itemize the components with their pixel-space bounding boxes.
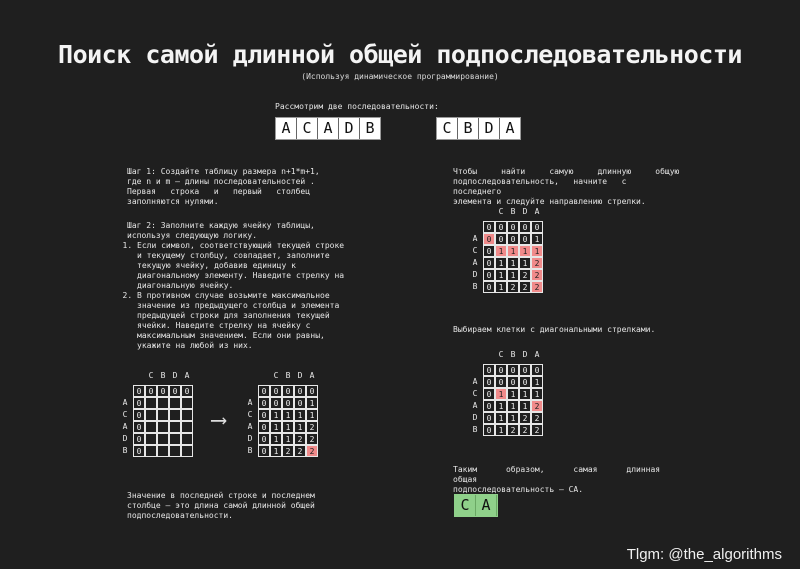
table-cell: 0 xyxy=(306,385,318,397)
table-cell: 1 xyxy=(519,257,531,269)
transition-arrow-icon: ⟶ xyxy=(212,408,226,433)
column-label: B xyxy=(160,371,166,380)
table-cell: 0 xyxy=(294,397,306,409)
table-cell: 1 xyxy=(531,388,543,400)
table-cell: 1 xyxy=(507,412,519,424)
table-cell xyxy=(169,409,181,421)
table-cell: 2 xyxy=(531,424,543,436)
table-cell: 0 xyxy=(258,409,270,421)
table-cell: 1 xyxy=(306,397,318,409)
table-cell: 0 xyxy=(495,221,507,233)
table-cell: 0 xyxy=(483,424,495,436)
table-cell: 0 xyxy=(483,233,495,245)
table-cell xyxy=(157,433,169,445)
column-label: C xyxy=(273,371,279,380)
sequence-char: D xyxy=(339,118,360,139)
row-label: A xyxy=(472,401,478,410)
table-cell: 0 xyxy=(483,376,495,388)
row-label: A xyxy=(247,398,253,407)
table-cell: 1 xyxy=(294,421,306,433)
sequence-char: C xyxy=(297,118,318,139)
table-cell: 0 xyxy=(133,409,145,421)
table-cell: 0 xyxy=(133,421,145,433)
table-cell: 2 xyxy=(282,445,294,457)
result-sequence xyxy=(454,494,498,517)
table-cell xyxy=(145,397,157,409)
table-cell: 0 xyxy=(495,376,507,388)
table-cell: 1 xyxy=(495,281,507,293)
table-cell: 0 xyxy=(133,433,145,445)
step-2-list xyxy=(127,241,345,351)
table-cell: 0 xyxy=(483,269,495,281)
column-label: D xyxy=(522,207,528,216)
table-cell: 1 xyxy=(531,245,543,257)
table-cell: 0 xyxy=(483,364,495,376)
table-cell xyxy=(181,445,193,457)
table-cell: 0 xyxy=(483,221,495,233)
table-cell xyxy=(145,421,157,433)
table-cell: 0 xyxy=(270,397,282,409)
table-cell: 2 xyxy=(531,400,543,412)
table-cell: 0 xyxy=(258,397,270,409)
column-label: D xyxy=(522,350,528,359)
table-cell: 1 xyxy=(282,421,294,433)
table-cell xyxy=(157,421,169,433)
table-cell xyxy=(181,433,193,445)
table-cell: 0 xyxy=(145,385,157,397)
column-label: D xyxy=(297,371,303,380)
row-label: A xyxy=(472,258,478,267)
table-cell: 0 xyxy=(258,385,270,397)
column-label: C xyxy=(148,371,154,380)
sequence-char: D xyxy=(479,118,500,139)
table-cell: 0 xyxy=(294,385,306,397)
table-cell: 1 xyxy=(270,445,282,457)
row-label: C xyxy=(472,389,478,398)
table-cell: 0 xyxy=(282,385,294,397)
row-label: C xyxy=(122,410,128,419)
table-cell: 0 xyxy=(531,364,543,376)
table-cell: 0 xyxy=(258,433,270,445)
table-cell: 2 xyxy=(507,424,519,436)
table-cell: 2 xyxy=(294,433,306,445)
table-cell: 1 xyxy=(495,245,507,257)
row-label: D xyxy=(472,413,478,422)
table-cell xyxy=(145,445,157,457)
table-cell xyxy=(157,397,169,409)
sequence-char: B xyxy=(365,119,375,137)
row-label: A xyxy=(472,377,478,386)
table-cell: 1 xyxy=(306,409,318,421)
table-cell: 0 xyxy=(483,400,495,412)
row-label: B xyxy=(472,425,478,434)
table-cell: 0 xyxy=(181,385,193,397)
row-label: B xyxy=(472,282,478,291)
table-cell: 0 xyxy=(169,385,181,397)
table-cell: 2 xyxy=(306,421,318,433)
sequence-char: C xyxy=(437,118,458,139)
row-label: D xyxy=(472,270,478,279)
table-cell: 1 xyxy=(294,409,306,421)
right-text-2: Выбираем клетки с диагональными стрелками. xyxy=(453,325,656,334)
table-cell: 0 xyxy=(519,233,531,245)
column-label: B xyxy=(510,350,516,359)
table-cell: 1 xyxy=(270,433,282,445)
table-cell: 0 xyxy=(133,445,145,457)
sequence-char: A xyxy=(476,495,497,516)
table-cell: 1 xyxy=(270,421,282,433)
table-cell xyxy=(181,397,193,409)
row-label: A xyxy=(247,422,253,431)
table-cell: 1 xyxy=(495,388,507,400)
table-cell: 0 xyxy=(133,397,145,409)
right-text-3: Таким образом, самая длинная общая подпоследовательность — CA. xyxy=(453,465,661,494)
table-cell: 0 xyxy=(507,233,519,245)
table-cell xyxy=(169,421,181,433)
sequence-char: A xyxy=(276,118,297,139)
table-cell: 1 xyxy=(531,376,543,388)
table-cell: 2 xyxy=(306,433,318,445)
table-cell xyxy=(145,409,157,421)
sequence-char: A xyxy=(318,118,339,139)
sequence-1 xyxy=(275,117,381,140)
table-cell: 1 xyxy=(282,433,294,445)
table-cell: 0 xyxy=(507,364,519,376)
table-cell: 0 xyxy=(483,245,495,257)
sequence-char: B xyxy=(458,118,479,139)
sequence-2 xyxy=(436,117,521,140)
table-cell: 0 xyxy=(507,376,519,388)
table-cell xyxy=(169,445,181,457)
row-label: A xyxy=(122,422,128,431)
column-label: C xyxy=(498,207,504,216)
table-cell: 2 xyxy=(519,269,531,281)
table-cell: 0 xyxy=(483,257,495,269)
table-cell: 0 xyxy=(282,397,294,409)
table-cell: 1 xyxy=(519,400,531,412)
table-cell: 1 xyxy=(531,233,543,245)
table-cell: 1 xyxy=(495,424,507,436)
table-cell: 0 xyxy=(483,281,495,293)
table-cell: 0 xyxy=(495,233,507,245)
table-cell: 0 xyxy=(483,412,495,424)
row-label: A xyxy=(472,234,478,243)
table-cell: 1 xyxy=(507,388,519,400)
table-cell: 1 xyxy=(507,257,519,269)
table-cell: 2 xyxy=(531,412,543,424)
table-cell: 2 xyxy=(507,281,519,293)
table-cell xyxy=(181,421,193,433)
table-cell xyxy=(181,409,193,421)
table-cell: 2 xyxy=(294,445,306,457)
row-label: D xyxy=(122,434,128,443)
table-cell: 0 xyxy=(519,221,531,233)
sequence-char: C xyxy=(455,495,476,516)
table-cell: 0 xyxy=(270,385,282,397)
table-cell: 2 xyxy=(531,281,543,293)
page-subtitle: (Используя динамическое программирование) xyxy=(301,72,499,81)
table-cell: 1 xyxy=(507,269,519,281)
step-2-item: 2. В противном случае возьмите максимальное значение из предыдущего столбца и элемента предыдущей строки для заполнения текущей ячейки. Наведите стрелку на ячейку с максимальным значением. Если они равны, укажите на любой из них. xyxy=(137,291,345,351)
table-cell xyxy=(157,445,169,457)
step-1-text: Шаг 1: Создайте таблицу размера n+1*m+1, где n и m — длины последовательностей . Первая строка и первый столбец заполняются нулями. xyxy=(127,167,320,206)
column-label: A xyxy=(534,350,540,359)
table-cell: 0 xyxy=(495,364,507,376)
table-cell: 2 xyxy=(531,257,543,269)
table-cell: 2 xyxy=(306,445,318,457)
table-cell xyxy=(145,433,157,445)
table-cell: 0 xyxy=(157,385,169,397)
table-cell xyxy=(157,409,169,421)
table-cell: 0 xyxy=(531,221,543,233)
intro-text: Рассмотрим две последовательности: xyxy=(275,102,439,111)
table-cell: 1 xyxy=(270,409,282,421)
row-label: C xyxy=(247,410,253,419)
table-cell xyxy=(169,397,181,409)
column-label: D xyxy=(172,371,178,380)
table-cell: 1 xyxy=(507,400,519,412)
table-cell: 0 xyxy=(133,385,145,397)
table-cell: 0 xyxy=(519,364,531,376)
step-2-item: 1. Если символ, соответствующий текущей строке и текущему столбцу, совпадает, заполните текущую ячейку, добавив единицу к диагональному элементу. Наведите стрелку на диагональную ячейку. xyxy=(137,241,345,291)
table-cell: 1 xyxy=(495,400,507,412)
table-cell: 1 xyxy=(519,388,531,400)
table-cell: 0 xyxy=(258,445,270,457)
step-2-heading: Шаг 2: Заполните каждую ячейку таблицы, используя следующую логику. xyxy=(127,221,315,240)
table-cell: 2 xyxy=(531,269,543,281)
table-cell xyxy=(169,433,181,445)
table-cell: 1 xyxy=(495,269,507,281)
row-label: D xyxy=(247,434,253,443)
right-text-1: Чтобы найти самую длинную общую подпоследовательность, начните с последнего элемента и следуйте направлению стрелки. xyxy=(453,167,680,206)
table-cell: 2 xyxy=(519,281,531,293)
sequence-char: A xyxy=(505,119,515,137)
table-cell: 2 xyxy=(519,424,531,436)
credit-label: Tlgm: @the_algorithms xyxy=(626,546,782,563)
column-label: C xyxy=(498,350,504,359)
page-title: Поиск самой длинной общей подпоследовательности xyxy=(58,40,742,69)
column-label: A xyxy=(534,207,540,216)
caption-bottom: Значение в последней строке и последнем столбце — это длина самой длинной общей подпоследовательности. xyxy=(127,491,315,520)
table-cell: 1 xyxy=(519,245,531,257)
row-label: B xyxy=(122,446,128,455)
column-label: A xyxy=(184,371,190,380)
row-label: A xyxy=(122,398,128,407)
table-cell: 1 xyxy=(282,409,294,421)
column-label: A xyxy=(309,371,315,380)
table-cell: 0 xyxy=(507,221,519,233)
table-cell: 2 xyxy=(519,412,531,424)
column-label: B xyxy=(285,371,291,380)
table-cell: 1 xyxy=(507,245,519,257)
row-label: B xyxy=(247,446,253,455)
table-cell: 1 xyxy=(495,412,507,424)
table-cell: 0 xyxy=(519,376,531,388)
table-cell: 1 xyxy=(495,257,507,269)
row-label: C xyxy=(472,246,478,255)
table-cell: 0 xyxy=(258,421,270,433)
table-cell: 0 xyxy=(483,388,495,400)
column-label: B xyxy=(510,207,516,216)
